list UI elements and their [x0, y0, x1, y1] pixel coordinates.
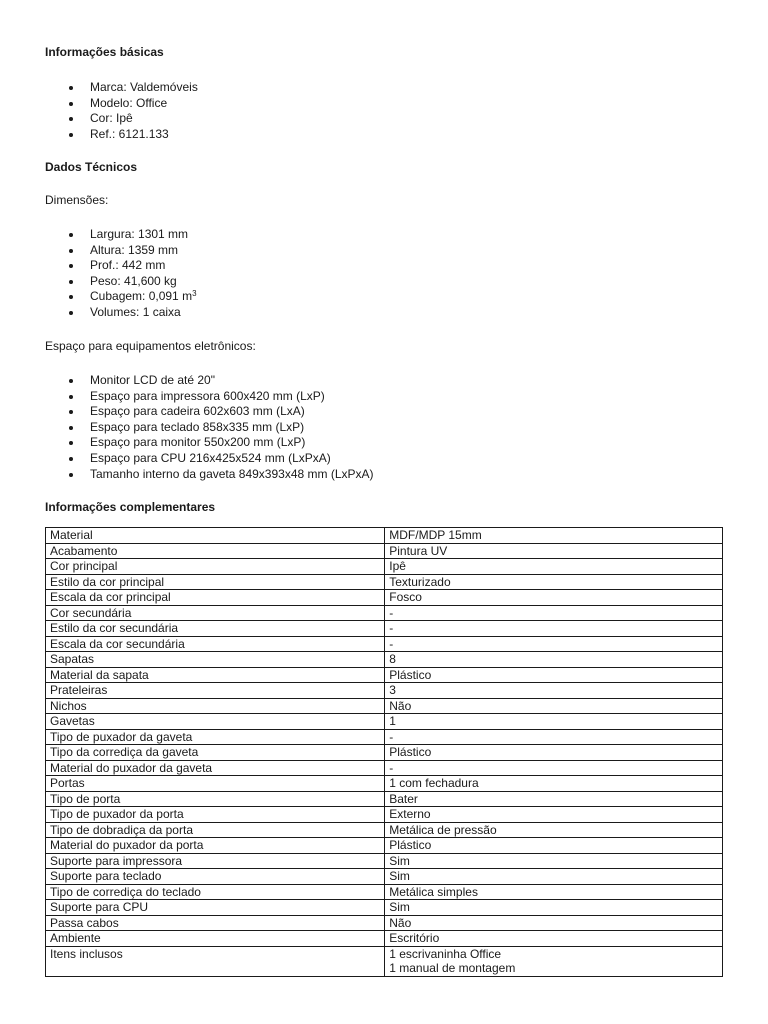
table-cell-value: Fosco — [385, 590, 723, 606]
table-row — [46, 667, 723, 683]
table-cell-value: - — [385, 605, 723, 621]
table-row — [46, 652, 723, 668]
table-cell-key: Sapatas — [46, 652, 385, 668]
tech-data-heading: Dados Técnicos — [45, 160, 138, 174]
table-cell-value: Escritório — [385, 931, 723, 947]
dimensions-label: Dimensões: — [45, 193, 109, 207]
dimensions-list — [45, 227, 197, 321]
table-cell-value: Sim — [385, 900, 723, 916]
table-body — [46, 528, 723, 977]
list-item: Volumes: 1 caixa — [45, 305, 197, 321]
table-cell-key: Escala da cor principal — [46, 590, 385, 606]
table-row — [46, 605, 723, 621]
basic-info-list — [45, 80, 198, 142]
list-item: Largura: 1301 mm — [45, 227, 197, 243]
table-cell-key: Estilo da cor principal — [46, 574, 385, 590]
table-cell-key: Prateleiras — [46, 683, 385, 699]
table-row — [46, 528, 723, 544]
table-row — [46, 822, 723, 838]
table-cell-key: Ambiente — [46, 931, 385, 947]
table-cell-value: Plástico — [385, 745, 723, 761]
complementary-heading: Informações complementares — [45, 500, 216, 514]
table-cell-value: Plástico — [385, 838, 723, 854]
table-cell-value: Sim — [385, 853, 723, 869]
table-cell-value: Plástico — [385, 667, 723, 683]
list-item: Espaço para teclado 858x335 mm (LxP) — [45, 420, 374, 436]
table-cell-key: Tipo de porta — [46, 791, 385, 807]
space-label: Espaço para equipamentos eletrônicos: — [45, 339, 256, 353]
table-row — [46, 838, 723, 854]
cubagem-text: Cubagem: 0,091 m — [90, 289, 193, 304]
table-cell-value: Texturizado — [385, 574, 723, 590]
table-cell-value: - — [385, 636, 723, 652]
list-item: Espaço para cadeira 602x603 mm (LxA) — [45, 404, 374, 420]
table-cell-key: Cor principal — [46, 559, 385, 575]
table-cell-key: Itens inclusos — [46, 946, 385, 976]
list-item: Monitor LCD de até 20" — [45, 373, 374, 389]
table-row — [46, 946, 723, 976]
list-item: Altura: 1359 mm — [45, 243, 197, 259]
table-cell-key: Material — [46, 528, 385, 544]
table-row — [46, 915, 723, 931]
table-cell-key: Estilo da cor secundária — [46, 621, 385, 637]
list-item: Espaço para CPU 216x425x524 mm (LxPxA) — [45, 451, 374, 467]
table-cell-value: Sim — [385, 869, 723, 885]
table-cell-key: Tipo de corrediça do teclado — [46, 884, 385, 900]
table-cell-key: Material do puxador da porta — [46, 838, 385, 854]
table-cell-value: Externo — [385, 807, 723, 823]
table-row — [46, 621, 723, 637]
table-cell-key: Suporte para impressora — [46, 853, 385, 869]
table-cell-value: Metálica simples — [385, 884, 723, 900]
table-row — [46, 776, 723, 792]
table-row — [46, 931, 723, 947]
table-row — [46, 590, 723, 606]
list-item-cubagem — [45, 289, 197, 305]
table-cell-value: 1 — [385, 714, 723, 730]
table-cell-value: 1 escrivaninha Office 1 manual de montagem — [385, 946, 723, 976]
table-row — [46, 636, 723, 652]
table-row — [46, 574, 723, 590]
table-row — [46, 745, 723, 761]
table-cell-value: MDF/MDP 15mm — [385, 528, 723, 544]
table-cell-value: Ipê — [385, 559, 723, 575]
table-row — [46, 559, 723, 575]
table-cell-value: Não — [385, 915, 723, 931]
basic-info-heading: Informações básicas — [45, 45, 164, 59]
table-cell-value: Bater — [385, 791, 723, 807]
cubic-superscript: 3 — [192, 289, 197, 299]
list-item: Espaço para impressora 600x420 mm (LxP) — [45, 389, 374, 405]
table-cell-key: Escala da cor secundária — [46, 636, 385, 652]
table-cell-key: Material do puxador da gaveta — [46, 760, 385, 776]
complementary-table — [45, 527, 723, 977]
table-cell-value: Metálica de pressão — [385, 822, 723, 838]
table-row — [46, 698, 723, 714]
table-cell-value: 1 com fechadura — [385, 776, 723, 792]
table-cell-key: Portas — [46, 776, 385, 792]
table-cell-key: Acabamento — [46, 543, 385, 559]
table-row — [46, 729, 723, 745]
list-item: Marca: Valdemóveis — [45, 80, 198, 96]
table-cell-key: Cor secundária — [46, 605, 385, 621]
table-cell-key: Nichos — [46, 698, 385, 714]
table-row — [46, 853, 723, 869]
table-cell-key: Gavetas — [46, 714, 385, 730]
table-cell-value: - — [385, 729, 723, 745]
table-row — [46, 900, 723, 916]
table-row — [46, 760, 723, 776]
table-cell-key: Tipo de dobradiça da porta — [46, 822, 385, 838]
table-cell-key: Tipo da corrediça da gaveta — [46, 745, 385, 761]
list-item: Modelo: Office — [45, 96, 198, 112]
table-cell-key: Tipo de puxador da porta — [46, 807, 385, 823]
table-row — [46, 543, 723, 559]
table-cell-value: - — [385, 760, 723, 776]
table-cell-value: 3 — [385, 683, 723, 699]
table-cell-key: Tipo de puxador da gaveta — [46, 729, 385, 745]
table-row — [46, 714, 723, 730]
table-cell-value: Pintura UV — [385, 543, 723, 559]
list-item: Tamanho interno da gaveta 849x393x48 mm (LxPxA) — [45, 467, 374, 483]
table-cell-key: Suporte para teclado — [46, 869, 385, 885]
list-item: Cor: Ipê — [45, 111, 198, 127]
list-item: Peso: 41,600 kg — [45, 274, 197, 290]
table-cell-value: Não — [385, 698, 723, 714]
table-row — [46, 869, 723, 885]
table-row — [46, 683, 723, 699]
table-cell-key: Passa cabos — [46, 915, 385, 931]
list-item: Ref.: 6121.133 — [45, 127, 198, 143]
list-item: Espaço para monitor 550x200 mm (LxP) — [45, 435, 374, 451]
table-cell-value: - — [385, 621, 723, 637]
table-row — [46, 884, 723, 900]
table-row — [46, 807, 723, 823]
table-cell-value: 8 — [385, 652, 723, 668]
space-list — [45, 373, 374, 482]
list-item: Prof.: 442 mm — [45, 258, 197, 274]
table-cell-key: Suporte para CPU — [46, 900, 385, 916]
table-cell-key: Material da sapata — [46, 667, 385, 683]
table-row — [46, 791, 723, 807]
